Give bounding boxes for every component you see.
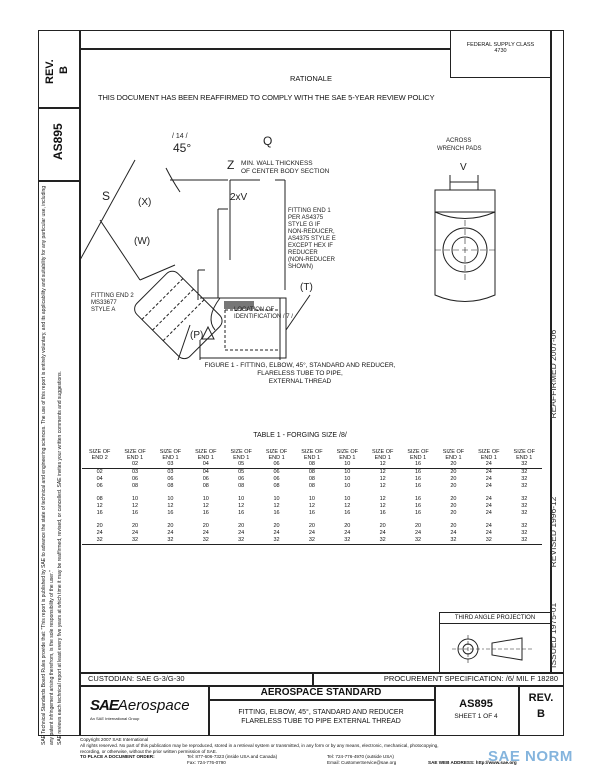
column-header-line: 32 xyxy=(521,461,528,467)
angle-label: 45° xyxy=(173,141,192,155)
side-rev-label: REV. xyxy=(44,59,56,84)
table-cell: 12 xyxy=(167,503,174,509)
table-cell: 10 xyxy=(167,496,174,502)
table-cell: 16 xyxy=(415,503,422,509)
table-cell: 32 xyxy=(117,537,152,545)
column-header-line: SIZE OF xyxy=(478,449,500,455)
table-cell: 32 xyxy=(153,537,188,545)
column-header-line: SIZE OF xyxy=(124,449,146,455)
side-notice-text: SAE Technical Standards Board Rules provide that: "This report is published by SAE to advance the state of technical and engineering sciences. The use of this report is entirely voluntary, and its applicability and suitability for any particular use, including any patent infringement arising therefrom, is the sole responsibility of the user." xyxy=(41,185,55,745)
column-header-line: 08 xyxy=(308,461,315,467)
projection-label: THIRD ANGLE PROJECTION xyxy=(440,613,550,624)
table-cell: 20 xyxy=(202,523,209,529)
table-cell: 04 xyxy=(96,476,103,482)
table-cell: 32 xyxy=(294,537,329,545)
table-cell: 24 xyxy=(132,530,139,536)
left-rev-box-line xyxy=(38,107,80,109)
table-cell: 24 xyxy=(167,530,174,536)
column-header-line: END 1 xyxy=(480,455,497,461)
table-cell: 10 xyxy=(132,496,139,502)
column-header-line: END 1 xyxy=(162,455,179,461)
column-header-line: END 1 xyxy=(233,455,250,461)
table-cell: 08 xyxy=(238,483,245,489)
end2-line: STYLE A xyxy=(91,307,116,313)
w-label: (W) xyxy=(134,236,151,247)
table-cell: 10 xyxy=(238,496,245,502)
column-header-line: 12 xyxy=(379,461,386,467)
column-header xyxy=(471,449,506,469)
column-header-line xyxy=(83,461,116,467)
forging-size-table xyxy=(82,449,542,545)
column-header-line: 16 xyxy=(415,461,422,467)
figure-caption xyxy=(100,362,500,386)
end1-line: AS4375 STYLE E xyxy=(288,236,336,242)
table-cell: 12 xyxy=(344,503,351,509)
table-cell: 20 xyxy=(96,523,103,529)
end1-line: (NON-REDUCER xyxy=(288,257,335,263)
table-cell: 24 xyxy=(485,483,492,489)
sae-norm-watermark: SAE NORM xyxy=(488,748,573,765)
table-cell: 08 xyxy=(167,483,174,489)
table-cell: 08 xyxy=(273,483,280,489)
column-header-line: SIZE OF xyxy=(265,449,288,455)
table-cell: 16 xyxy=(238,510,245,516)
table-row xyxy=(82,490,542,503)
side-rev-value: B xyxy=(58,66,70,74)
fitting-drawing xyxy=(80,120,550,360)
column-header-line: END 1 xyxy=(197,455,214,461)
tel-outside: Tel: 724-776-4970 (outside USA) xyxy=(327,754,394,760)
column-header-line: END 1 xyxy=(303,455,321,461)
column-header-line: 04 xyxy=(202,461,209,467)
table-cell: 10 xyxy=(344,496,351,502)
identification-triangle xyxy=(202,327,214,339)
table-cell: 24 xyxy=(273,530,280,536)
table-cell: 05 xyxy=(238,469,245,475)
history-issued: ISSUED 1975-01 xyxy=(548,602,558,668)
column-header xyxy=(117,449,152,469)
rights: All rights reserved. No part of this publication may be reproduced, stored in a retrieval system or transmitted, in any form or by any means, electronic, mechanical, photocopying, xyxy=(80,742,439,748)
aerospace-standard-heading: AEROSPACE STANDARD xyxy=(260,687,382,698)
end1-note xyxy=(288,208,336,270)
column-header xyxy=(188,449,223,469)
z-note-1: MIN. WALL THICKNESS xyxy=(241,160,313,167)
column-header-line: SIZE OF xyxy=(407,449,429,455)
column-header-line: END 1 xyxy=(516,455,533,461)
ident-note-1: LOCATION OF xyxy=(234,307,275,313)
table-header-row xyxy=(82,449,542,469)
column-header-line: END 1 xyxy=(445,455,462,461)
title-line-1: FITTING, ELBOW, 45°, STANDARD AND REDUCER xyxy=(238,709,404,716)
side-doc-number: AS895 xyxy=(51,123,65,160)
table-cell: 04 xyxy=(202,469,209,475)
table-cell: 16 xyxy=(96,510,103,516)
table-cell: 06 xyxy=(273,476,280,482)
table-cell: 12 xyxy=(202,503,209,509)
custodian: CUSTODIAN: SAE G-3/G-30 xyxy=(88,674,185,683)
table-cell: 16 xyxy=(379,510,386,516)
table-cell: 06 xyxy=(132,476,139,482)
logo-subtitle: An SAE International Group xyxy=(90,716,140,721)
ident-note-2: IDENTIFICATION / 7 / xyxy=(234,314,293,320)
table-cell: 12 xyxy=(96,503,103,509)
table-cell: 32 xyxy=(330,537,365,545)
table-cell: 32 xyxy=(400,537,435,545)
column-header-line: END 1 xyxy=(339,455,356,461)
table-cell: 06 xyxy=(202,476,209,482)
across-label-1: ACROSS xyxy=(446,138,472,144)
table-cell: 12 xyxy=(379,476,386,482)
column-header-line: 03 xyxy=(167,461,174,467)
side-notice xyxy=(40,185,64,745)
procurement-spec: PROCUREMENT SPECIFICATION: /6/ MIL F 18280 xyxy=(383,674,558,683)
table-row xyxy=(82,483,542,490)
t-label: (T) xyxy=(300,282,313,293)
table-cell: 16 xyxy=(273,510,280,516)
column-header xyxy=(259,449,294,469)
table-cell: 20 xyxy=(450,503,457,509)
email: Email: CustomerService@sae.org xyxy=(327,760,397,766)
fsc-box xyxy=(450,30,551,78)
table-cell: 32 xyxy=(365,537,400,545)
table-cell: 12 xyxy=(132,503,139,509)
column-header-line: 10 xyxy=(344,461,351,467)
table-cell: 20 xyxy=(379,523,386,529)
table-cell: 08 xyxy=(202,483,209,489)
top-band-line xyxy=(80,48,451,50)
table-row xyxy=(82,476,542,483)
logo-sae: SAE xyxy=(90,697,118,714)
table-cell: 16 xyxy=(308,510,315,516)
end1-line: EXCEPT HEX IF xyxy=(288,243,333,249)
column-header-line: END 2 xyxy=(91,455,108,461)
column-header-line: SIZE OF xyxy=(195,449,217,455)
table-cell: 32 xyxy=(521,483,528,489)
column-header-line: 06 xyxy=(273,461,280,467)
column-header xyxy=(224,449,259,469)
end2-line: FITTING END 2 xyxy=(91,293,134,299)
table-cell: 10 xyxy=(202,496,209,502)
table-cell: 24 xyxy=(450,530,457,536)
end1-line: NON-REDUCER, xyxy=(288,229,335,235)
logo-aerospace: Aerospace xyxy=(117,697,190,714)
column-header xyxy=(436,449,471,469)
table-cell: 16 xyxy=(202,510,209,516)
column-header-line: SIZE OF xyxy=(301,449,323,455)
doc-number: AS895 xyxy=(459,698,493,710)
tel-inside: Tel: 877-606-7323 (inside USA and Canada) xyxy=(187,754,278,760)
column-header xyxy=(400,449,435,469)
table-row xyxy=(82,469,542,477)
table-cell: 32 xyxy=(471,537,506,545)
table-cell: 24 xyxy=(485,503,492,509)
table-cell: 32 xyxy=(224,537,259,545)
across-top xyxy=(435,190,495,212)
column-header-line: END 1 xyxy=(268,455,285,461)
table-cell: 10 xyxy=(344,476,351,482)
column-header-line: SIZE OF xyxy=(442,449,465,455)
table-cell: 20 xyxy=(450,469,457,475)
table-cell: 32 xyxy=(82,537,117,545)
column-header-line: SIZE OF xyxy=(371,449,394,455)
table-cell: 32 xyxy=(521,510,528,516)
rev-value: B xyxy=(537,708,545,720)
table-cell: 16 xyxy=(415,469,422,475)
rationale-title: RATIONALE xyxy=(290,74,332,83)
table-cell: 06 xyxy=(167,476,174,482)
end1-line: FITTING END 1 xyxy=(288,208,331,214)
table-cell: 32 xyxy=(521,523,528,529)
caption-line-3: EXTERNAL THREAD xyxy=(268,378,332,385)
table-row xyxy=(82,517,542,530)
column-header xyxy=(82,449,117,469)
table-cell: 12 xyxy=(379,469,386,475)
standard-line xyxy=(208,699,434,701)
table-cell: 10 xyxy=(308,496,315,502)
table-cell: 24 xyxy=(485,496,492,502)
table-cell: 24 xyxy=(485,510,492,516)
table-cell: 06 xyxy=(96,483,103,489)
table-cell: 24 xyxy=(308,530,315,536)
table-cell: 32 xyxy=(521,469,528,475)
table-cell: 20 xyxy=(344,523,351,529)
copyright: Copyright 2007 SAE International xyxy=(80,737,149,742)
column-header-line: SIZE OF xyxy=(336,449,358,455)
column-header-line: END 1 xyxy=(409,455,427,461)
table-cell: 24 xyxy=(485,530,492,536)
caption-line-1: FIGURE 1 - FITTING, ELBOW, 45°, STANDARD AND REDUCER, xyxy=(204,362,396,369)
table-cell: 16 xyxy=(415,476,422,482)
table-cell: 08 xyxy=(308,476,315,482)
table-cell: 20 xyxy=(450,523,457,529)
column-header-line: SIZE OF xyxy=(88,449,111,455)
end2-line: MS33677 xyxy=(91,300,117,306)
z-label: Z xyxy=(227,158,235,172)
column-header xyxy=(330,449,365,469)
table-cell: 02 xyxy=(96,469,103,475)
fsc-label: FEDERAL SUPPLY CLASS xyxy=(466,42,535,48)
table-row xyxy=(82,503,542,510)
table-cell: 12 xyxy=(379,496,386,502)
table-cell: 10 xyxy=(344,469,351,475)
table-cell: 20 xyxy=(238,523,245,529)
table-cell: 08 xyxy=(308,483,315,489)
table-cell: 24 xyxy=(485,476,492,482)
table-cell: 16 xyxy=(415,483,422,489)
table-cell: 32 xyxy=(259,537,294,545)
rev-label: REV. xyxy=(528,692,554,704)
table-row xyxy=(82,510,542,517)
table-cell: 32 xyxy=(507,537,543,545)
table-cell: 12 xyxy=(308,503,315,509)
table-cell: 24 xyxy=(415,530,422,536)
table-cell: 16 xyxy=(167,510,174,516)
table-cell: 24 xyxy=(485,469,492,475)
column-header-line: SIZE OF xyxy=(230,449,252,455)
table-cell: 03 xyxy=(132,469,139,475)
table-cell: 06 xyxy=(238,476,245,482)
note14-label: / 14 / xyxy=(172,133,188,140)
table-cell: 24 xyxy=(202,530,209,536)
table-cell: 06 xyxy=(273,469,280,475)
table-cell: 32 xyxy=(521,530,528,536)
s-label: S xyxy=(102,189,111,203)
table-cell: 20 xyxy=(450,510,457,516)
x-label: (X) xyxy=(138,197,152,208)
column-header-line: 24 xyxy=(485,461,492,467)
table-cell: 16 xyxy=(132,510,139,516)
end1-line: REDUCER xyxy=(288,250,318,256)
z-note-2: OF CENTER BODY SECTION xyxy=(241,168,330,175)
table-cell: 20 xyxy=(273,523,280,529)
rationale-text: THIS DOCUMENT HAS BEEN REAFFIRMED TO COMPLY WITH THE SAE 5-YEAR REVIEW POLICY xyxy=(98,93,435,102)
document-title xyxy=(208,708,434,726)
rights-2: recording, or otherwise, without the prior written permission of SAE. xyxy=(80,748,218,754)
table-cell: 16 xyxy=(415,510,422,516)
table-cell: 03 xyxy=(167,469,174,475)
column-header-line: END 1 xyxy=(126,455,144,461)
history-reaffirmed: REAFFIRMED 2007-06 xyxy=(548,329,558,419)
projection-symbol xyxy=(440,627,550,672)
table-cell: 24 xyxy=(379,530,386,536)
projection-box xyxy=(439,612,551,673)
2xv-label: 2xV xyxy=(230,192,248,203)
history-revised: REVISED 1996-12 xyxy=(548,496,558,568)
docnum-divider xyxy=(434,685,436,736)
table-cell: 20 xyxy=(308,523,315,529)
table-cell: 24 xyxy=(485,523,492,529)
fsc-value: 4730 xyxy=(494,48,507,54)
sae-aerospace-logo xyxy=(90,697,190,721)
table-cell: 12 xyxy=(238,503,245,509)
column-header-line: 20 xyxy=(450,461,457,467)
table-cell: 24 xyxy=(96,530,103,536)
table-cell: 08 xyxy=(132,483,139,489)
side-notice-text-2: SAE reviews each technical report at least every five years at which time it may be reaffirmed, revised, or cancelled. SAE invites your written comments and suggestions. xyxy=(57,371,63,745)
end1-line: PER AS4375 xyxy=(288,215,324,221)
column-header-line: END 1 xyxy=(374,455,391,461)
sheet-number: SHEET 1 OF 4 xyxy=(454,713,498,720)
table-cell: 10 xyxy=(273,496,280,502)
order-label: TO PLACE A DOCUMENT ORDER: xyxy=(80,754,155,760)
table-row xyxy=(82,537,542,545)
table-cell: 12 xyxy=(379,503,386,509)
p-label: (P) xyxy=(190,330,204,341)
table-cell: 24 xyxy=(238,530,245,536)
column-header-line: SIZE OF xyxy=(159,449,182,455)
table-cell: 10 xyxy=(344,483,351,489)
fax: Fax: 724-776-0790 xyxy=(187,760,226,766)
column-header-line: 05 xyxy=(238,461,245,467)
end1-line: STYLE G IF xyxy=(288,222,321,228)
column-header xyxy=(365,449,400,469)
table-cell: 08 xyxy=(96,496,103,502)
table-cell: 32 xyxy=(521,503,528,509)
table-cell: 12 xyxy=(379,483,386,489)
left-docnum-box-line xyxy=(38,180,80,182)
table-cell: 20 xyxy=(450,483,457,489)
table-cell: 32 xyxy=(521,496,528,502)
web-address: SAE WEB ADDRESS: http://www.sae.org xyxy=(428,760,517,766)
table-cell: 32 xyxy=(436,537,471,545)
table-cell: 32 xyxy=(521,476,528,482)
table-body xyxy=(82,469,542,545)
end1-line: SHOWN) xyxy=(288,264,313,270)
table-cell: 16 xyxy=(415,496,422,502)
column-header-line: SIZE OF xyxy=(513,449,535,455)
across-label-2: WRENCH PADS xyxy=(437,146,482,152)
caption-line-2: FLARELESS TUBE TO PIPE, xyxy=(257,370,343,377)
table-row xyxy=(82,530,542,537)
table-cell: 24 xyxy=(344,530,351,536)
end2-note xyxy=(91,293,134,313)
custodian-divider xyxy=(312,672,314,685)
table-cell: 32 xyxy=(188,537,223,545)
table-cell: 08 xyxy=(308,469,315,475)
column-header-line: 02 xyxy=(132,461,139,467)
column-header xyxy=(294,449,329,469)
v-label: V xyxy=(460,162,467,173)
table-cell: 20 xyxy=(450,496,457,502)
end1-thread xyxy=(280,298,286,358)
table-cell: 16 xyxy=(344,510,351,516)
table-cell: 20 xyxy=(415,523,422,529)
table-title: TABLE 1 - FORGING SIZE /8/ xyxy=(253,432,347,439)
table-cell: 20 xyxy=(167,523,174,529)
table-cell: 20 xyxy=(132,523,139,529)
table-cell: 12 xyxy=(273,503,280,509)
q-label: Q xyxy=(263,134,273,148)
table-cell: 20 xyxy=(450,476,457,482)
title-line-2: FLARELESS TUBE TO PIPE EXTERNAL THREAD xyxy=(241,718,401,725)
column-header xyxy=(153,449,188,469)
column-header xyxy=(507,449,543,469)
